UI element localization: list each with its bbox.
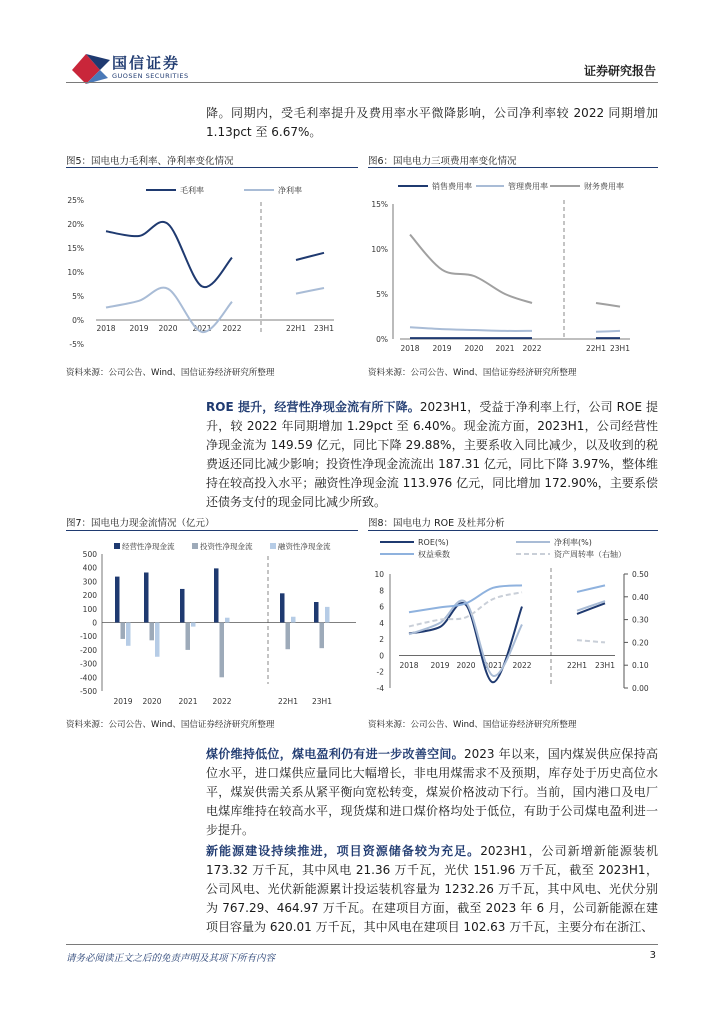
legend-roe: ROE(%) [418, 538, 449, 547]
y-tick-label: 0 [92, 618, 97, 628]
x-tick-label: 2022 [522, 344, 542, 353]
y-tick-label: 10% [67, 268, 84, 277]
bar-financing [225, 618, 230, 623]
brand-name-en: GUOSEN SECURITIES [112, 72, 189, 80]
bar-financing [126, 623, 131, 646]
y-tick-label: 5% [72, 292, 84, 301]
y-tick-label: -100 [79, 632, 97, 642]
y-tick-label: 0% [72, 316, 84, 325]
x-tick-label: 2018 [400, 344, 420, 353]
legend-financing-swatch [270, 543, 276, 549]
bar-investing [186, 623, 191, 650]
paragraph-new-energy-body: 2023H1，公司新增新能源装机 173.32 万千瓦，其中风电 21.36 万千瓦，光伏 151.96 万千瓦，截至 2023H1，公司风电、光伏新能源累计投运装机容量为 1232.26 万千瓦，其中风电、光伏分别为 767.29、464.97 万千瓦。在建项目方面，截至 2023 年 6 月，公司新能源在建项目容量为 620.01 万千瓦，其中风电在建项目 102.63 万千瓦，主要分布在浙江、 [206, 844, 658, 934]
y-tick-label: 200 [82, 591, 97, 601]
x-tick-label: 2020 [456, 661, 476, 670]
legend-finance-expense: 财务费用率 [584, 182, 624, 191]
paragraph-coal-heading: 煤价维持低位，煤电盈利仍有进一步改善空间。 [206, 747, 464, 761]
x-tick-label: 2019 [432, 344, 452, 353]
x-tick-label: 2021 [178, 697, 198, 706]
legend-gross-margin: 毛利率 [180, 186, 204, 195]
bar-operating [115, 577, 120, 623]
y-tick-label: 300 [82, 577, 97, 587]
series-line-annual [409, 585, 522, 612]
x-tick-label: 23H1 [595, 661, 615, 670]
bar-operating [214, 568, 219, 622]
x-tick-label: 23H1 [312, 697, 332, 706]
paragraph-coal-body: 2023 年以来，国内煤炭供应保持高位水平，进口煤供应量同比大幅增长，非电用煤需求不及预期，库存处于历史高位水平，煤炭供需关系从紧平衡向宽松转变，煤炭价格波动下行。当前，国内港口及电厂电煤库维持在较高水平，现货煤和进口煤价格均处于低位，有助于公司煤电盈利进一步提升。 [206, 747, 658, 837]
figure-5-source: 资料来源：公司公告、Wind、国信证券经济研究所整理 [66, 368, 275, 378]
bar-financing [291, 617, 296, 623]
x-tick-label: 2019 [113, 697, 133, 706]
figure-6-title: 图6：国电电力三项费用率变化情况 [368, 156, 517, 167]
y-tick-label: 500 [82, 550, 97, 559]
bar-investing [320, 623, 325, 649]
bar-operating [180, 589, 185, 623]
y-tick-label: -2 [376, 667, 384, 677]
y2-tick-label: 0.20 [632, 638, 649, 648]
x-tick-label: 2019 [129, 324, 149, 333]
figure-7-chart [66, 534, 358, 712]
series-line-half [596, 331, 620, 332]
paragraph-new-energy-heading: 新能源建设持续推进，项目资源储备较为充足。 [206, 844, 481, 858]
x-tick-label: 22H1 [278, 697, 298, 706]
bar-financing [155, 623, 160, 657]
figure-8-source: 资料来源：公司公告、Wind、国信证券经济研究所整理 [368, 720, 577, 730]
x-tick-label: 2020 [158, 324, 178, 333]
x-tick-label: 22H1 [586, 344, 606, 353]
x-tick-label: 22H1 [286, 324, 306, 333]
y-tick-label: 400 [82, 563, 97, 573]
bar-operating [280, 593, 285, 622]
legend-sales-expense: 销售费用率 [432, 182, 472, 191]
paragraph-coal [206, 745, 658, 840]
legend-asset-turnover: 资产周转率（右轴） [554, 550, 626, 559]
bar-operating [144, 572, 149, 622]
x-tick-label: 2021 [483, 661, 503, 670]
x-tick-label: 2020 [464, 344, 484, 353]
y-tick-label: 10% [371, 245, 388, 254]
legend-investing-swatch [192, 543, 198, 549]
y-tick-label: 15% [67, 244, 84, 253]
y-tick-label: 15% [371, 200, 388, 209]
y-tick-label: 10 [374, 570, 384, 579]
figure-7-rule [66, 530, 358, 531]
y-tick-label: -400 [79, 673, 97, 683]
y-tick-label: 4 [379, 618, 384, 628]
bar-financing [191, 623, 196, 627]
y-tick-label: -500 [79, 687, 97, 696]
x-tick-label: 2021 [495, 344, 515, 353]
y-tick-label: 20% [67, 220, 84, 229]
legend-admin-expense: 管理费用率 [508, 182, 548, 191]
series-line-half [596, 303, 620, 307]
paragraph-roe [206, 398, 658, 512]
page-number: 3 [649, 950, 656, 961]
header-divider [66, 82, 658, 83]
x-tick-label: 23H1 [314, 324, 334, 333]
x-tick-label: 2018 [399, 661, 419, 670]
bar-investing [121, 623, 126, 639]
x-tick-label: 22H1 [567, 661, 587, 670]
x-tick-label: 2022 [212, 697, 232, 706]
figure-8-rule [368, 530, 658, 531]
series-line-half [577, 585, 605, 592]
report-type: 证券研究报告 [583, 64, 656, 78]
disclaimer-note: 请务必阅读正文之后的免责声明及其项下所有内容 [66, 953, 276, 964]
y-tick-label: -5% [69, 340, 84, 349]
series-line-half [577, 640, 605, 642]
y-tick-label: -200 [79, 645, 97, 655]
y-tick-label: 2 [379, 635, 384, 645]
y2-tick-label: 0.10 [632, 661, 649, 671]
y2-tick-label: 0.00 [632, 684, 649, 693]
footer-divider [66, 944, 658, 945]
series-line-annual [409, 603, 522, 682]
figure-5-title: 图5：国电电力毛利率、净利率变化情况 [66, 156, 234, 167]
bar-investing [150, 623, 155, 641]
bar-operating [314, 602, 319, 622]
x-tick-label: 23H1 [610, 344, 630, 353]
series-line-annual [106, 222, 232, 287]
bar-financing [325, 607, 330, 623]
series-line-annual [410, 235, 532, 303]
x-tick-label: 2020 [142, 697, 162, 706]
legend-investing-cashflow: 投资性净现金流 [200, 542, 253, 551]
y-tick-label: 25% [67, 196, 84, 205]
x-tick-label: 2018 [96, 324, 116, 333]
legend-financing-cashflow: 融资性净现金流 [278, 542, 331, 551]
figure-6-rule [368, 167, 658, 168]
y-tick-label: 100 [82, 604, 97, 614]
figure-6-chart [368, 172, 658, 358]
figure-6-source: 资料来源：公司公告、Wind、国信证券经济研究所整理 [368, 368, 577, 378]
x-tick-label: 2021 [192, 324, 212, 333]
paragraph-roe-heading: ROE 提升，经营性净现金流有所下降。 [206, 400, 420, 414]
y-tick-label: 6 [379, 602, 384, 612]
figure-5-chart [66, 172, 358, 358]
paragraph-new-energy [206, 842, 658, 937]
y2-tick-label: 0.50 [632, 570, 649, 579]
legend-equity-multiplier: 权益乘数 [418, 550, 450, 559]
paragraph-margin: 降。同期内，受毛利率提升及费用率水平微降影响，公司净利率较 2022 同期增加 1.13pct 至 6.67%。 [206, 106, 658, 139]
figure-7-source: 资料来源：公司公告、Wind、国信证券经济研究所整理 [66, 720, 275, 730]
figure-7-title: 图7：国电电力现金流情况（亿元） [66, 518, 215, 529]
y-tick-label: 0 [379, 651, 384, 661]
legend-operating-cashflow: 经营性净现金流 [122, 542, 175, 551]
y-tick-label: -300 [79, 659, 97, 669]
series-line-half [296, 253, 324, 260]
paragraph-roe-body: 2023H1，受益于净利率上行，公司 ROE 提升，较 2022 年同期增加 1.29pct 至 6.40%。现金流方面，2023H1，公司经营性净现金流为 149.59 亿元，同比下降 29.88%，主要系收入同比减少，以及收到的税费返还同比减少影响；投资性净现金流流出 187.31 亿元，同比下降 3.97%，整体维持在较高投入水平；融资性净现金流 113.976 亿元，同比增加 172.90%，主要系偿还债务支付的现金同比减少所致。 [206, 400, 658, 509]
y-tick-label: 5% [376, 290, 388, 299]
x-tick-label: 2022 [222, 324, 242, 333]
brand-name: 国信证券 [112, 54, 181, 72]
legend-net-margin: 净利率(%) [554, 538, 592, 547]
y-tick-label: -4 [376, 684, 384, 693]
x-tick-label: 2019 [430, 661, 450, 670]
figure-8-title: 图8：国电电力 ROE 及杜邦分析 [368, 518, 505, 529]
y2-tick-label: 0.30 [632, 615, 649, 625]
figure-5-rule [66, 167, 358, 168]
bar-investing [286, 623, 291, 650]
x-tick-label: 2022 [512, 661, 532, 670]
series-line-half [296, 288, 324, 294]
y-tick-label: 0% [376, 335, 388, 344]
y2-tick-label: 0.40 [632, 592, 649, 602]
series-line-annual [410, 327, 532, 331]
bar-investing [220, 623, 225, 678]
legend-operating-swatch [114, 543, 120, 549]
y-tick-label: 8 [379, 586, 384, 596]
figure-8-chart [368, 534, 658, 712]
legend-net-margin: 净利率 [278, 186, 302, 195]
